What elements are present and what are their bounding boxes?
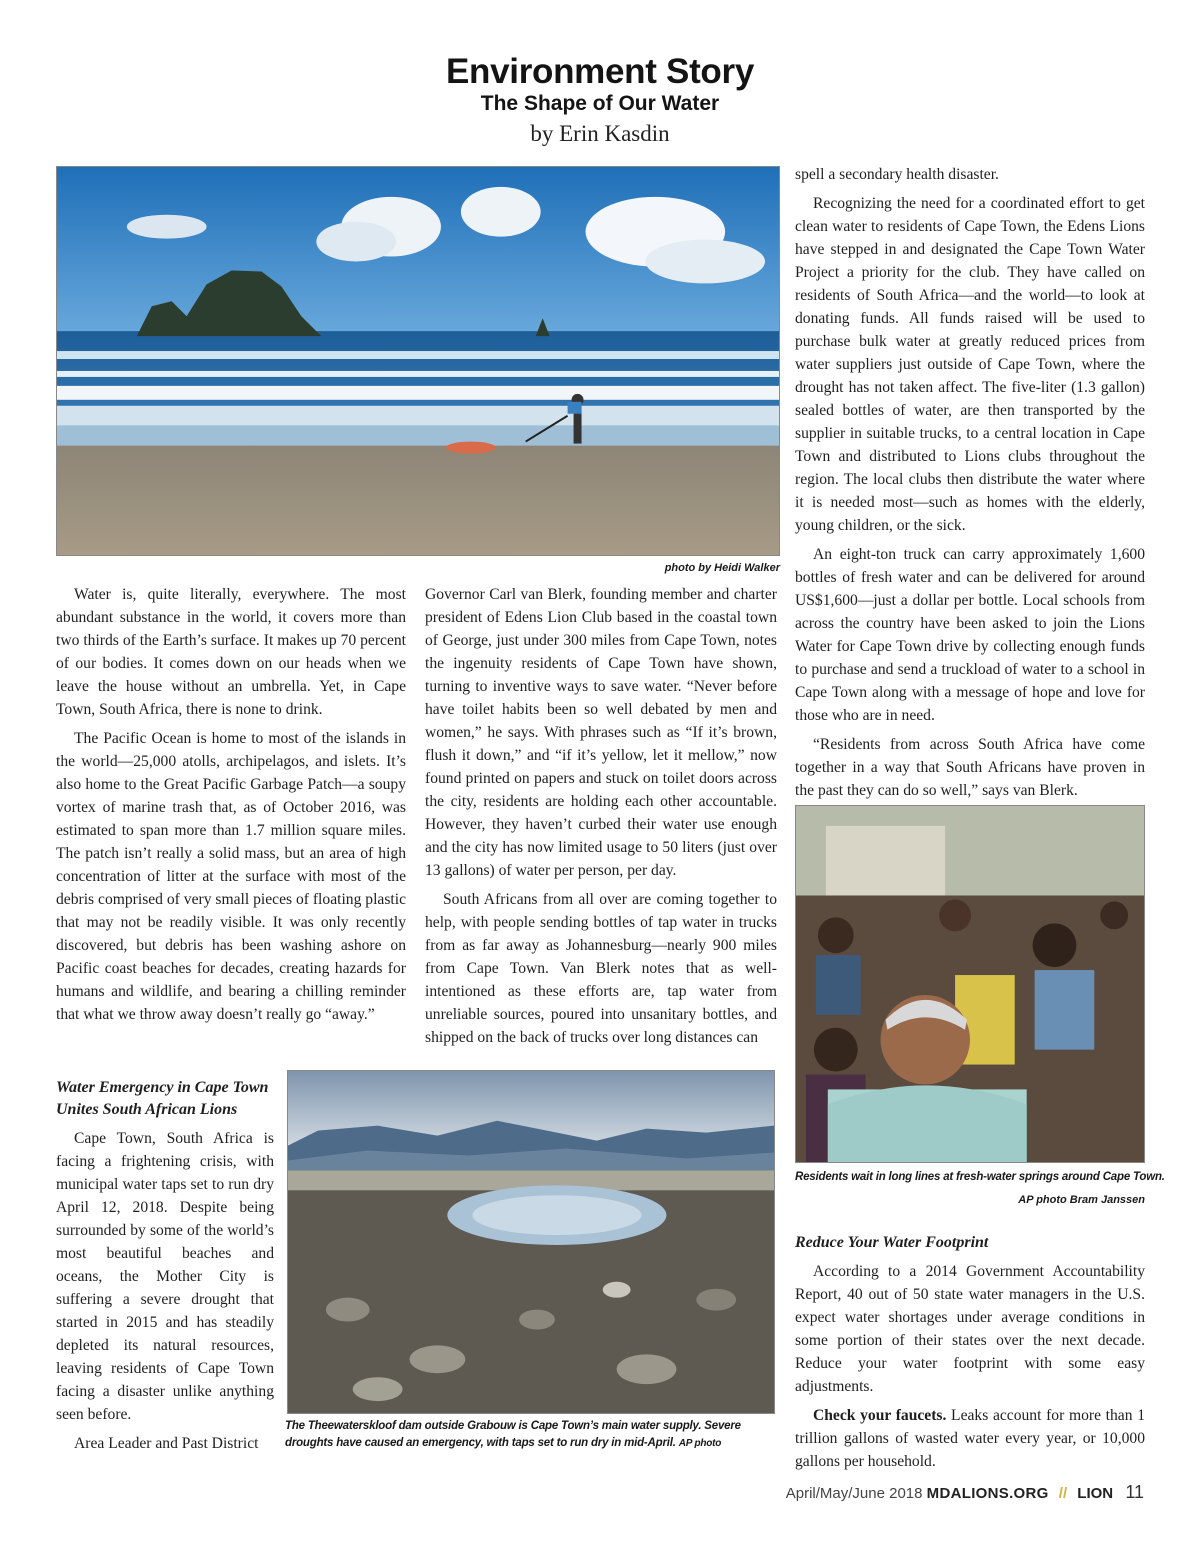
crowd-photo-caption: Residents wait in long lines at fresh-water springs around Cape Town. [795,1171,1165,1183]
dam-photo-caption: The Theewaterskloof dam outside Grabouw is Cape Town’s main water supply. Severe droughts have caused an emergency, with taps set to run dry in mid-April. AP photo [285,1420,741,1449]
paragraph: Governor Carl van Blerk, founding member and charter president of Edens Lion Club based in the coastal town of George, just under 300 miles from Cape Town, notes the ingenuity residents of Cape Town have shown, turning to inventive ways to save water. “Never before have toilet habits been so well debated by men and women,” he says. With phrases such as “If it’s brown, flush it down,” and “if it’s yellow, let it mellow,” now found printed on papers and stuck on toilet doors across the city, residents are holding each other accountable. However, they haven’t curbed their water use enough and the city has now limited usage to 50 liters (just over 13 gallons) of water per person, per day. [425,586,777,879]
paragraph: South Africans from all over are coming together to help, with people sending bottles of tap water in trucks from as far away as Johannesburg—nearly 900 miles from Cape Town. Van Blerk notes that as well-intentioned as these efforts are, tap water from unreliable sources, poured into unsanitary bottles, and shipped on the back of trucks over long distances can [425,891,777,1046]
crowd-photo [795,805,1145,1163]
section-heading: Reduce Your Water Footprint [795,1234,989,1251]
paragraph: Recognizing the need for a coordinated effort to get clean water to residents of Cape Town, the Edens Lions have stepped in and designated the Cape Town Water Project a priority for the club. They have called on residents of South Africa—and the world—to look at donating funds. All funds raised will be used to purchase bulk water at greatly reduced prices from water suppliers just outside of Cape Town, where the drought has not taken affect. The five-liter (1.3 gallon) sealed bottles of water, are then transported by the supplier in suitable trucks, to a central location in Cape Town and distributed to Lions clubs throughout the region. The local clubs then distribute the water where it is needed most—such as homes with the elderly, young children, or the sick. [795,195,1145,534]
paragraph: Water is, quite literally, everywhere. The most abundant substance in the world, it covers more than two thirds of the Earth’s surface. It makes up 70 percent of our bodies. It comes down on our heads when we leave the house without an umbrella. Yet, in Cape Town, South Africa, there is none to drink. [56,586,406,718]
paragraph: spell a secondary health disaster. [795,166,999,183]
dam-photo-image [288,1071,774,1413]
section-heading: Water Emergency in Cape Town Unites South African Lions [56,1079,269,1118]
tip-text: Leaks account for more than 1 trillion gallons of wasted water every year, or 10,000 gallons per household. [795,1407,1145,1470]
dam-photo-credit: AP photo [678,1438,722,1449]
article-section-title: Environment Story [445,52,754,91]
paragraph [795,1404,1145,1473]
article-title: The Shape of Our Water [480,92,720,115]
beach-photo-credit: photo by Heidi Walker [664,562,780,574]
column-3 [795,163,1145,808]
column-1 [56,583,406,1032]
footer-issue: April/May/June 2018 [785,1485,923,1502]
footer-separator: // [1058,1485,1068,1502]
paragraph: Area Leader and Past District [74,1435,259,1452]
page-number: 11 [1125,1482,1144,1502]
column-1-lower [56,1077,274,1461]
tip-lead: Check your faucets. [813,1407,947,1424]
page-footer [786,1482,1144,1503]
dam-photo [287,1070,775,1414]
crowd-photo-image [796,806,1144,1162]
footer-magazine: LION [1077,1485,1114,1502]
article-byline: by Erin Kasdin [530,121,670,146]
paragraph: According to a 2014 Government Accountability Report, 40 out of 50 state water managers in the U.S. expect water shortages under average conditions in some portion of their states over the next decade. Reduce your water footprint with some easy adjustments. [795,1263,1145,1395]
paragraph: An eight-ton truck can carry approximately 1,600 bottles of fresh water and can be delivered for around US$1,600—just a dollar per bottle. Local schools from across the country have been asked to join the Lions Water for Cape Town drive by collecting enough funds to purchase and send a truckload of water to a school in Cape Town along with a message of hope and love for those who are in need. [795,546,1145,724]
paragraph: “Residents from across South Africa have come together in a way that South Africans have proven in the past they can do so well,” says van Blerk. [795,736,1145,799]
footer-site-link[interactable]: MDALIONS.ORG [926,1485,1049,1502]
paragraph: Cape Town, South Africa is facing a frightening crisis, with municipal water taps set to run dry April 12, 2018. Despite being surrounded by some of the world’s most beautiful beaches and oceans, the Mother City is suffering a severe drought that started in 2015 and has steadily depleted its natural resources, leaving residents of Cape Town facing a disaster unlike anything seen before. [56,1130,274,1423]
crowd-photo-credit: AP photo Bram Janssen [1018,1194,1145,1206]
paragraph: The Pacific Ocean is home to most of the islands in the world—25,000 atolls, archipelagos, and islets. It’s also home to the Great Pacific Garbage Patch—a soupy vortex of marine trash that, as of October 2016, was estimated to span more than 1.7 million square miles. The patch isn’t really a solid mass, but an area of high concentration of litter at the surface with most of the debris comprised of very small pieces of floating plastic that may not be readily visible. It was only recently discovered, but debris has been washing ashore on Pacific coast beaches for decades, creating hazards for humans and wildlife, and bearing a chilling reminder that what we throw away doesn’t really go “away.” [56,730,406,1023]
column-3-lower [795,1232,1145,1479]
beach-photo-image [57,167,779,555]
beach-photo [56,166,780,556]
column-2 [425,583,777,1055]
